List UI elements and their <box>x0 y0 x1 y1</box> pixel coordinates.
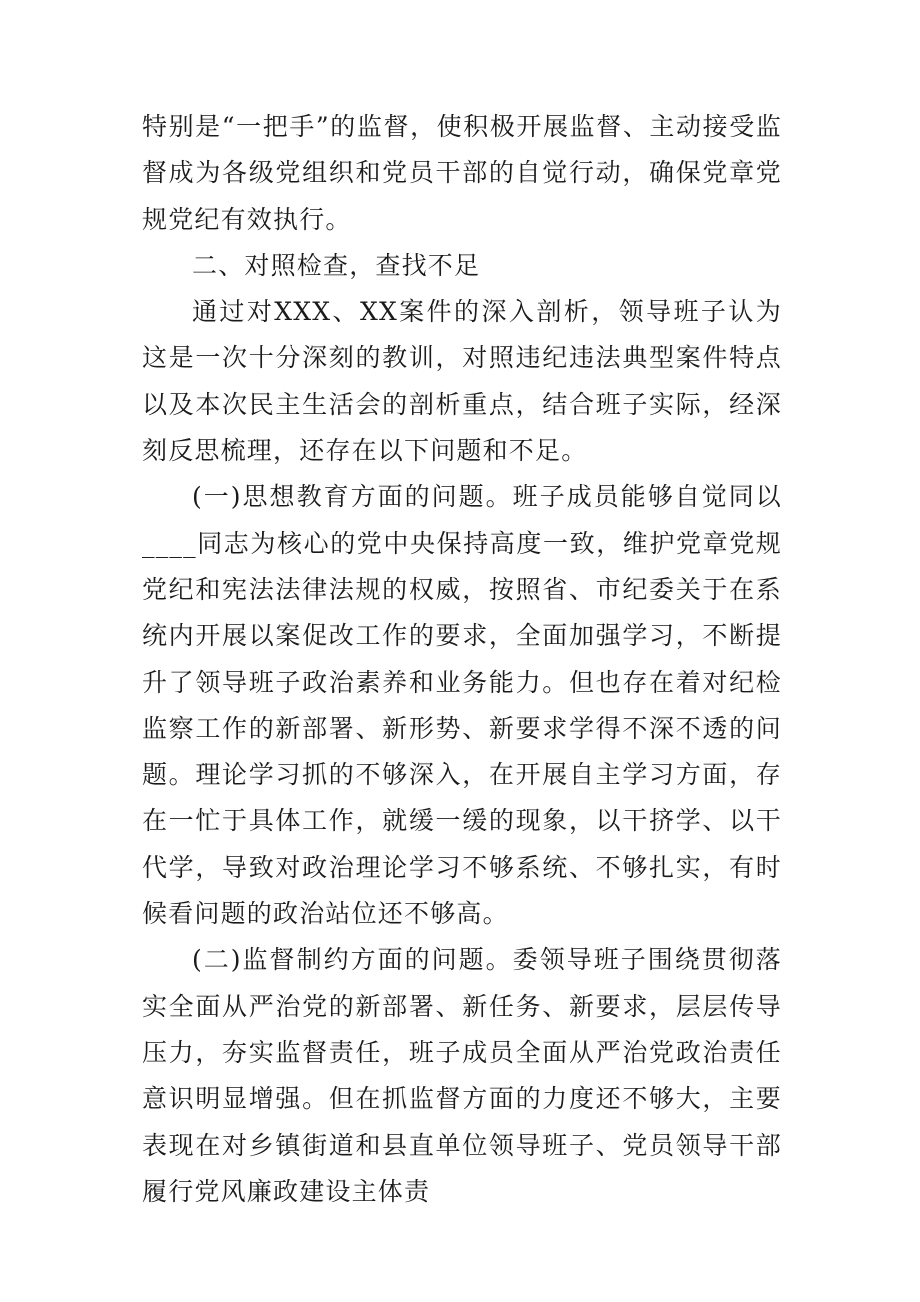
paragraph-supervision: (二)监督制约方面的问题。委领导班子围绕贯彻落实全面从严治党的新部署、新任务、新要求，层层传导压力，夯实监督责任，班子成员全面从严治党政治责任意识明显增强。但在抓监督方面的力度还不够大，主要表现在对乡镇街道和县直单位领导班子、党员领导干部履行党风廉政建设主体责 <box>142 945 782 1206</box>
document-body <box>142 104 782 1215</box>
paragraph-continuation: 特别是“一把手”的监督，使积极开展监督、主动接受监督成为各级党组织和党员干部的自觉行动，确保党章党规党纪有效执行。 <box>142 112 782 234</box>
paragraph-intro: 通过对XXX、XX案件的深入剖析，领导班子认为这是一次十分深刻的教训，对照违纪违法典型案件特点以及本次民主生活会的剖析重点，结合班子实际，经深刻反思梳理，还存在以下问题和不足。 <box>142 297 782 466</box>
paragraph-ideological-education: (一)思想教育方面的问题。班子成员能够自觉同以____同志为核心的党中央保持高度一致，维护党章党规党纪和宪法法律法规的权威，按照省、市纪委关于在系统内开展以案促改工作的要求，全面加强学习，不断提升了领导班子政治素养和业务能力。但也存在着对纪检监察工作的新部署、新形势、新要求学得不深不透的问题。理论学习抓的不够深入，在开展自主学习方面，存在一忙于具体工作，就缓一缓的现象，以干挤学、以干代学，导致对政治理论学习不够系统、不够扎实，有时候看问题的政治站位还不够高。 <box>142 482 782 929</box>
section-heading: 二、对照检查，查找不足 <box>192 250 481 280</box>
